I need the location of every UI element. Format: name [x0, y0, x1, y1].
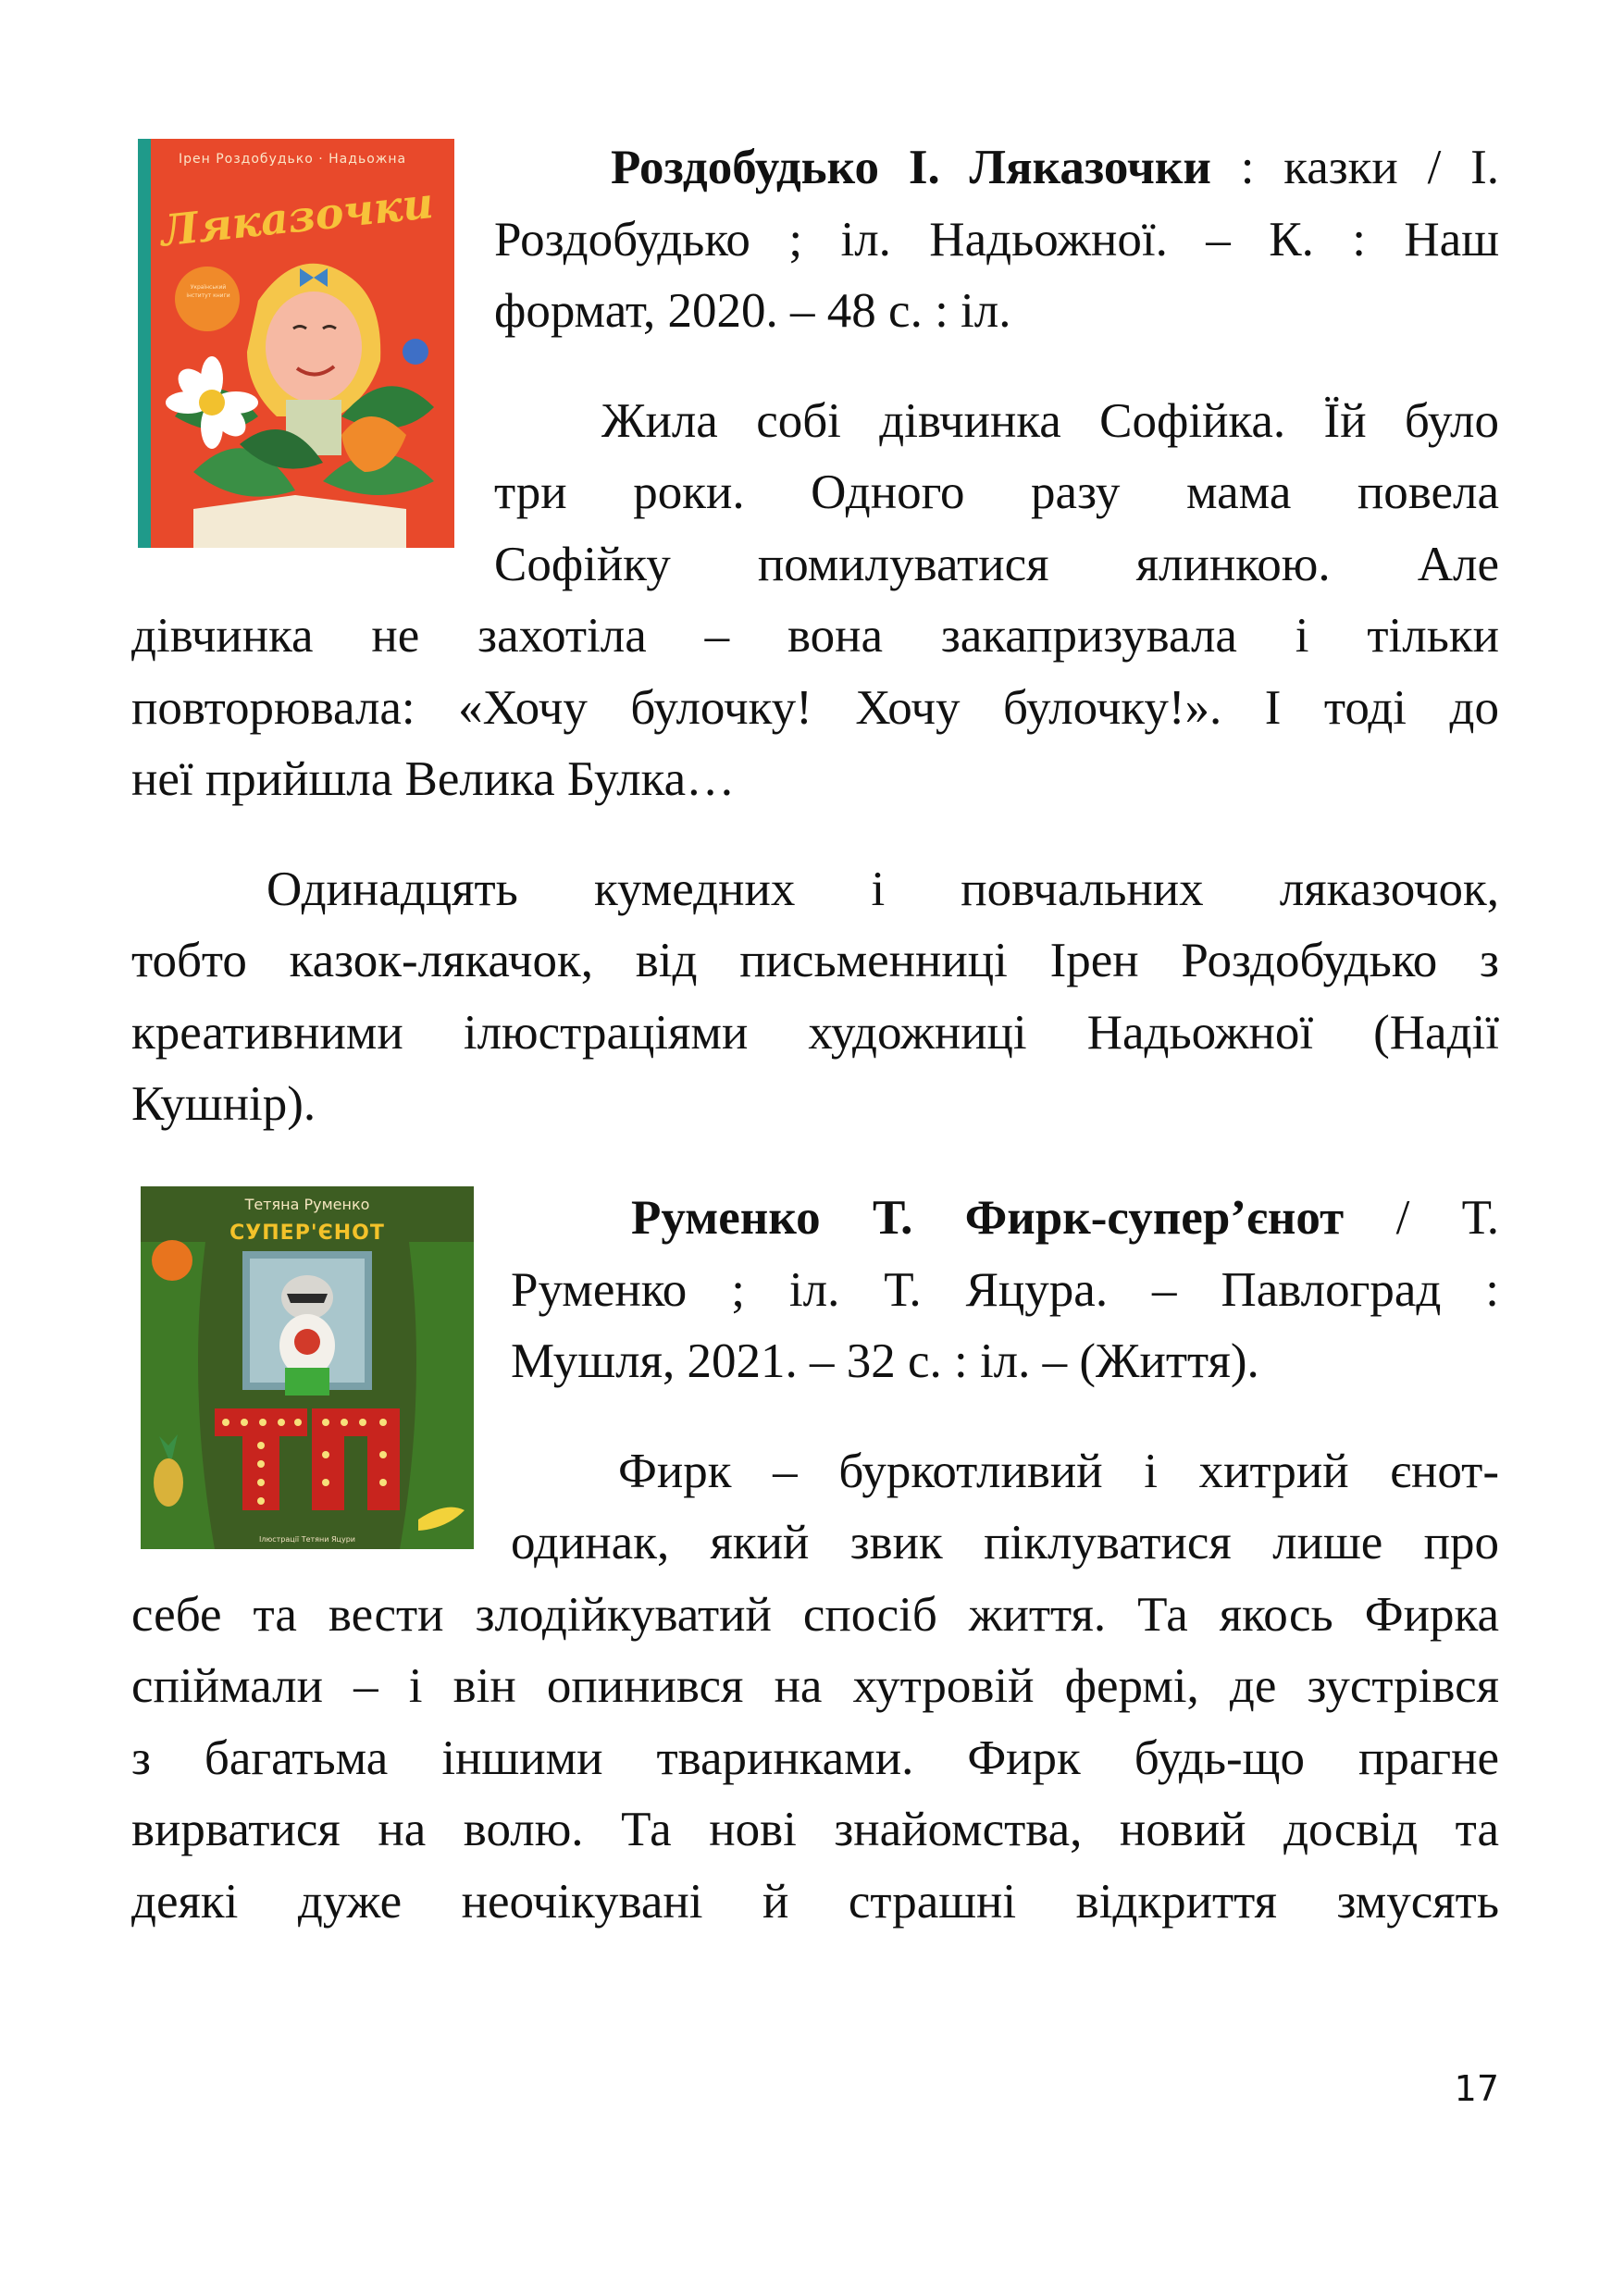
annotation-line: тобто казок-лякачок, від письменниці Ірен Роздобудько з — [131, 934, 1499, 987]
annotation-line: Софійку помилуватися ялинкою. Але — [494, 537, 1499, 591]
cover-title: СУПЕР'ЄНОТ — [229, 1222, 385, 1245]
annotation-line: Одинадцять кумедних і повчальних ляказочок, — [267, 862, 1499, 916]
annotation-line: повторювала: «Хочу булочку! Хочу булочку!». І тоді до — [131, 680, 1499, 735]
annotation-line: Жила собі дівчинка Софійка. Їй було — [601, 393, 1499, 448]
annotation-line: креативними ілюстраціями художниці Надьожної (Надії — [131, 1005, 1499, 1060]
annotation-line: дівчинка не захотіла – вона закапризувала і тільки — [131, 609, 1499, 663]
bibliography-line: Мушля, 2021. – 32 с. : іл. – (Життя). — [511, 1334, 1259, 1388]
book-author-title: Роздобудько І. Ляказочки — [611, 141, 1211, 194]
cover-author: Ірен Роздобудько · Надьожна — [179, 152, 407, 167]
entry-2-text — [131, 1183, 1499, 1938]
annotation-line: спіймали – і він опинився на хутровій фермі, де зустрівся — [131, 1659, 1499, 1713]
cover-author: Тетяна Руменко — [244, 1196, 370, 1213]
bibliography-line: Руменко Т. Фирк-супер’єнот / Т. — [631, 1191, 1499, 1245]
book-author-title: Руменко Т. Фирк-супер’єнот — [631, 1191, 1345, 1245]
annotation-line: себе та вести злодійкуватий спосіб життя. Та якось Фирка — [131, 1587, 1499, 1642]
cover-illustrator: Ілюстрації Тетяни Яцури — [259, 1535, 355, 1544]
annotation-line: неї прийшла Велика Булка… — [131, 752, 736, 806]
annotation-line: з багатьма іншими тваринками. Фирк будь-що прагне — [131, 1731, 1499, 1785]
annotation-line: вирватися на волю. Та нові знайомства, новий досвід та — [131, 1803, 1499, 1856]
annotation-line: Кушнір). — [131, 1077, 316, 1131]
bibliography-line: Роздобудько І. Ляказочки : казки / І. — [611, 141, 1499, 194]
annotation-line: деякі дуже неочікувані й страшні відкриття змусять — [131, 1874, 1499, 1929]
bibliography-line: Руменко ; іл. Т. Яцура. – Павлоград : — [511, 1262, 1499, 1317]
publisher-badge-text: Український інститут книги — [186, 284, 230, 299]
cover-title: Ляказочки — [158, 177, 436, 256]
annotation-line: три роки. Одного разу мама повела — [494, 465, 1499, 519]
page-number: 17 — [1454, 2068, 1499, 2109]
bibliography-line: Роздобудько ; іл. Надьожної. – К. : Наш — [494, 212, 1499, 267]
bibliography-line: формат, 2020. – 48 с. : іл. — [494, 284, 1011, 338]
entry-1-text — [131, 132, 1499, 1141]
annotation-line: Фирк – буркотливий і хитрий єнот- — [618, 1444, 1499, 1498]
annotation-line: одинак, який звик піклуватися лише про — [511, 1516, 1499, 1569]
